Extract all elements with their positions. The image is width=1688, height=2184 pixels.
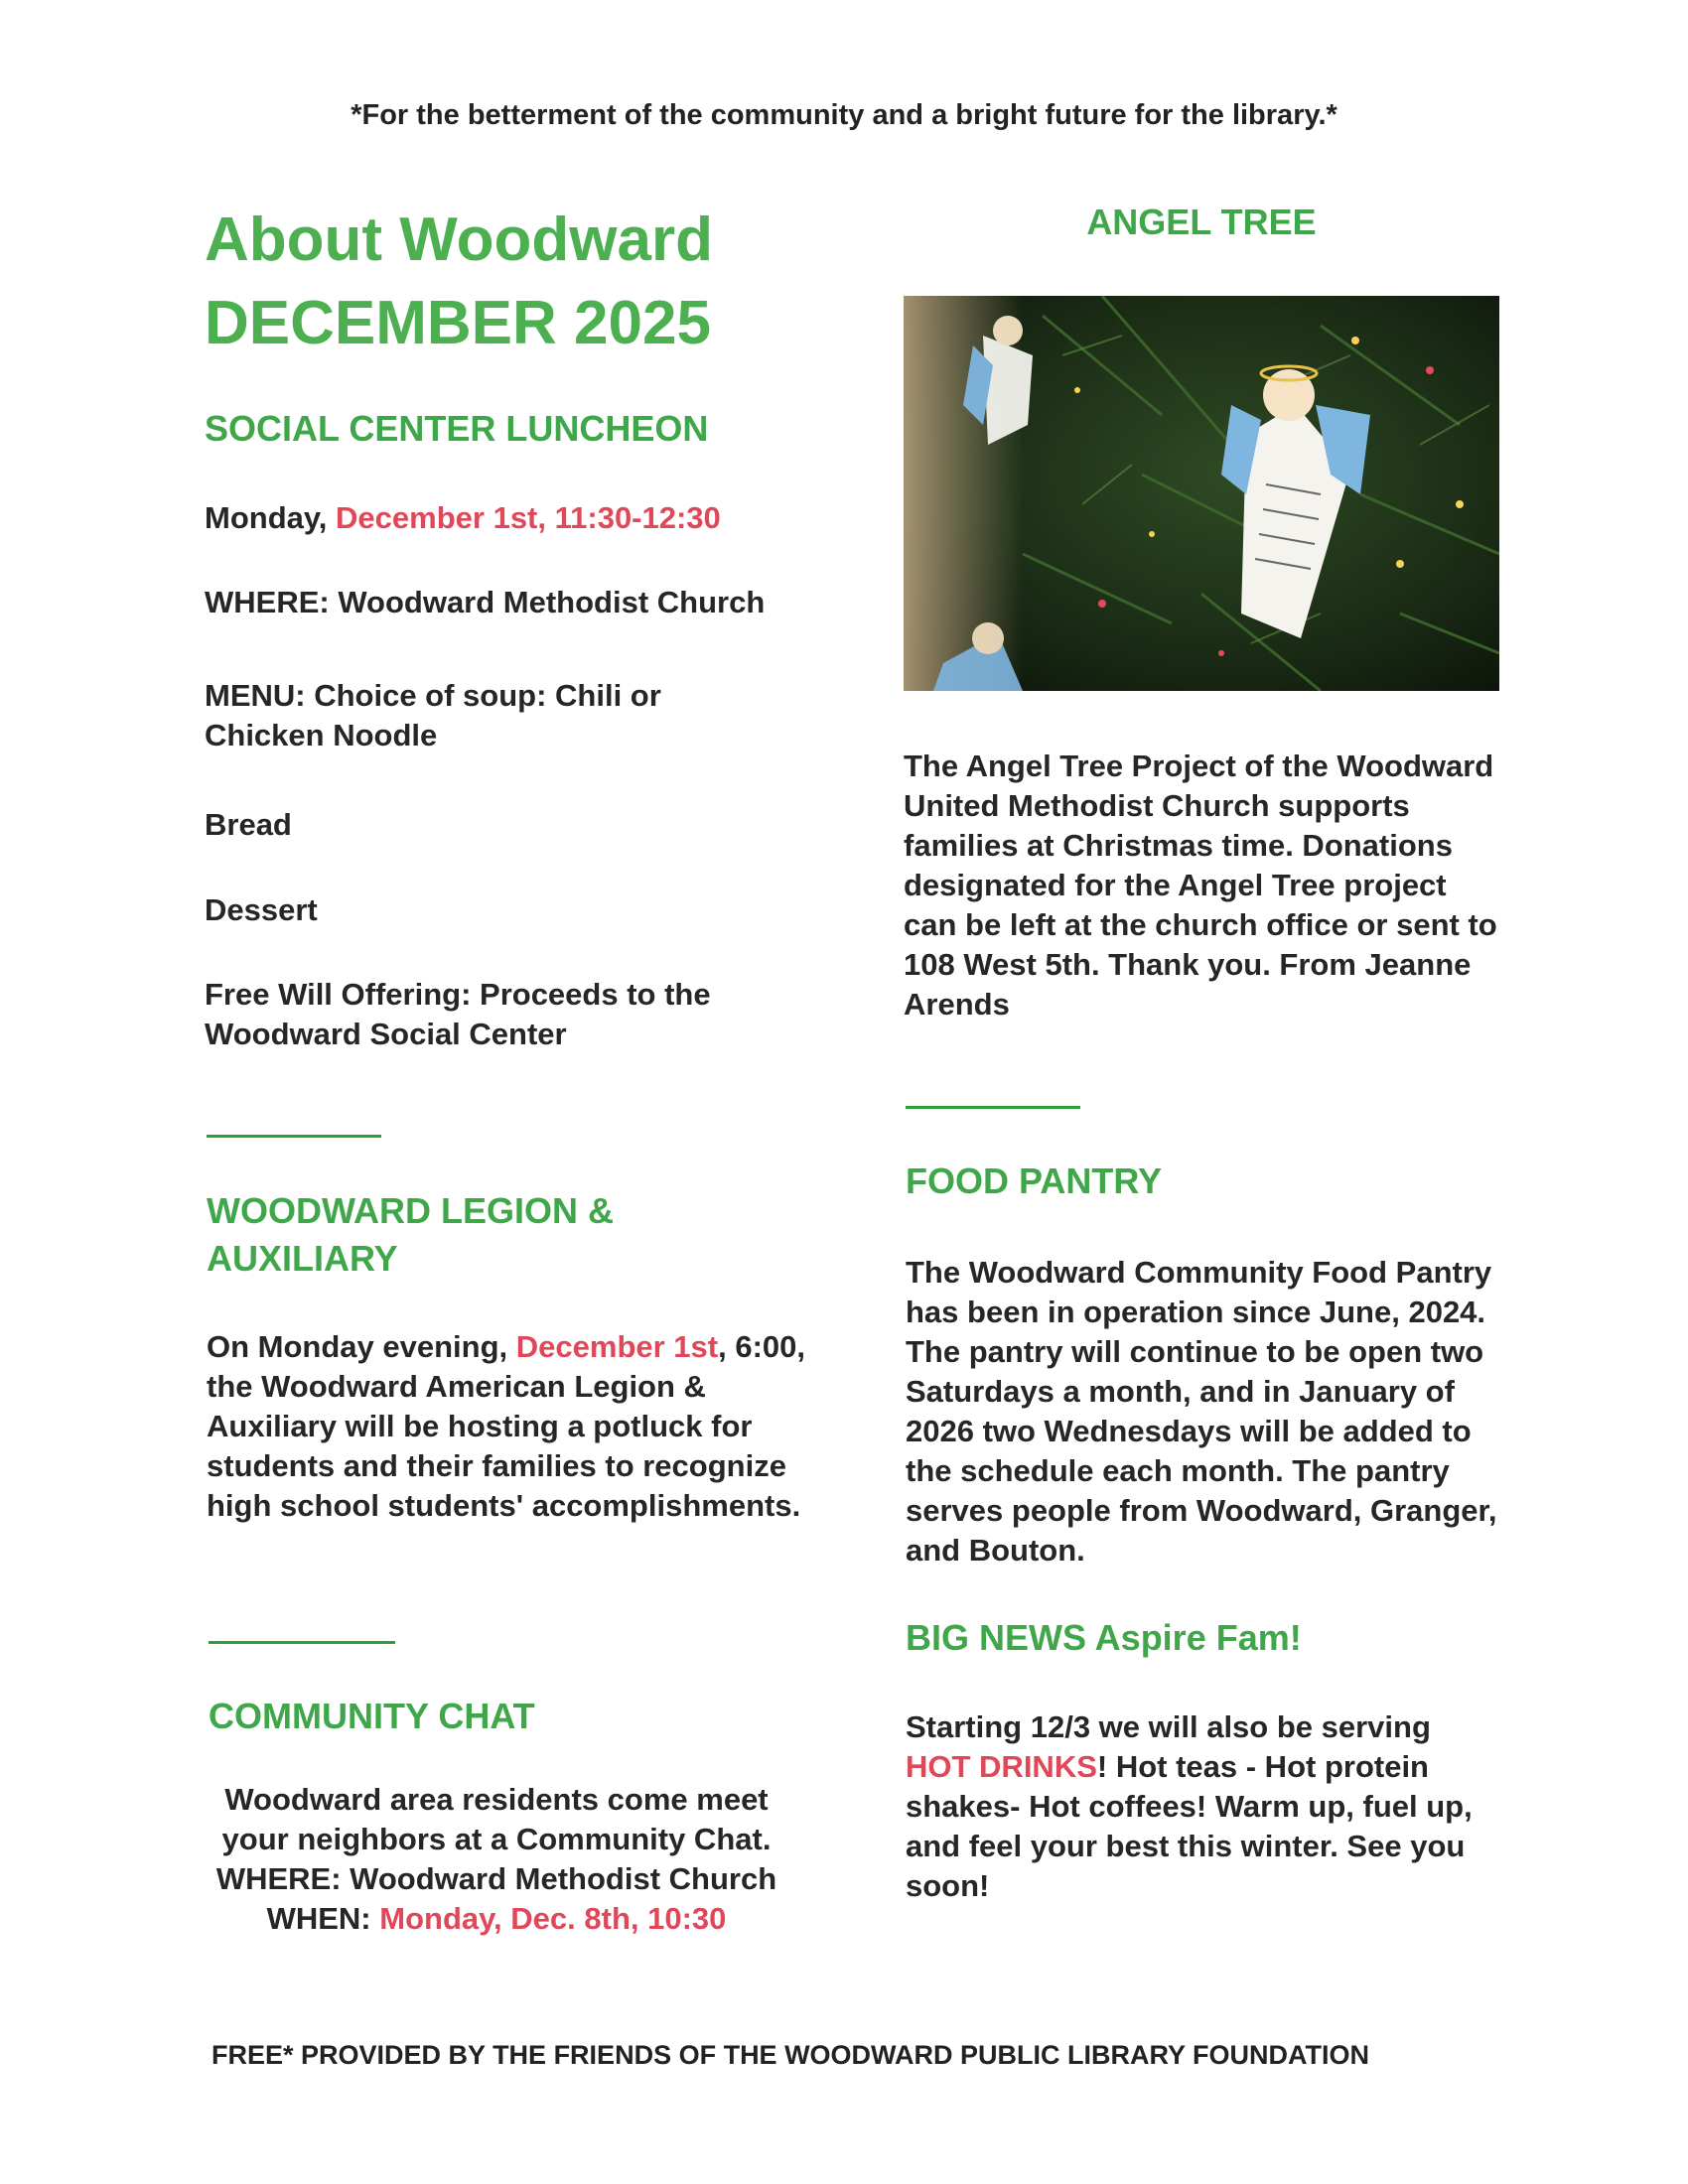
title-line-2: DECEMBER 2025 bbox=[205, 289, 711, 357]
luncheon-heading: SOCIAL CENTER LUNCHEON bbox=[205, 408, 709, 449]
pantry-body: The Woodward Community Food Pantry has been in operation since June, 2024. The pantry will continue to be open two Saturdays a month, and in January of 2026 two Wednesdays will be added to the schedule each month. The pantry serves people from Woodward, Granger, and Bouton. bbox=[906, 1255, 1497, 1568]
legion-heading-line-1: WOODWARD LEGION & bbox=[207, 1190, 614, 1231]
luncheon-when-prefix: Monday, bbox=[205, 500, 337, 535]
luncheon-where: WHERE: Woodward Methodist Church bbox=[205, 585, 766, 619]
luncheon-date: December 1st, 11:30-12:30 bbox=[336, 500, 721, 535]
angel-tree-photo bbox=[904, 296, 1499, 691]
chat-when-value: Monday, Dec. 8th, 10:30 bbox=[379, 1901, 727, 1936]
luncheon-menu: MENU: Choice of soup: Chili or Chicken Noodle bbox=[205, 678, 661, 752]
luncheon-offering: Free Will Offering: Proceeds to the Woodward Social Center bbox=[205, 977, 711, 1051]
chat-when bbox=[189, 1899, 804, 1939]
legion-body bbox=[207, 1327, 832, 1526]
legion-heading-line-2: AUXILIARY bbox=[207, 1238, 398, 1279]
luncheon-dessert: Dessert bbox=[205, 892, 318, 927]
luncheon-bread: Bread bbox=[205, 807, 292, 842]
angel-heading: ANGEL TREE bbox=[1086, 202, 1317, 242]
chat-heading: COMMUNITY CHAT bbox=[209, 1696, 535, 1736]
page-title bbox=[205, 199, 713, 365]
divider bbox=[906, 1106, 1080, 1109]
chat-when-label: WHEN: bbox=[266, 1901, 380, 1936]
aspire-body bbox=[906, 1707, 1501, 1906]
legion-date: December 1st bbox=[515, 1329, 719, 1364]
aspire-prefix: Starting 12/3 we will also be serving bbox=[906, 1709, 1431, 1744]
legion-rest: , 6:00, the Woodward American Legion & Auxiliary will be hosting a potluck for students and their families to recognize high school students' accomplishments. bbox=[207, 1329, 805, 1523]
divider bbox=[209, 1641, 395, 1644]
chat-line-3: WHERE: Woodward Methodist Church bbox=[215, 1861, 777, 1896]
luncheon-when bbox=[205, 498, 721, 538]
chat-line-2: your neighbors at a Community Chat. bbox=[221, 1822, 772, 1856]
chat-body bbox=[189, 1780, 804, 1939]
chat-line-1: Woodward area residents come meet bbox=[224, 1782, 769, 1817]
legion-heading bbox=[207, 1187, 614, 1283]
divider bbox=[207, 1135, 381, 1138]
angel-body: The Angel Tree Project of the Woodward United Methodist Church supports families at Christmas time. Donations designated for the Angel Tree project can be left at the church office or sent to 108 West 5th. Thank you. From Jeanne Arends bbox=[904, 749, 1497, 1022]
angel-tree-image bbox=[904, 296, 1499, 691]
aspire-hot-drinks: HOT DRINKS bbox=[906, 1749, 1097, 1784]
aspire-rest: ! Hot teas - Hot protein shakes- Hot coffees! Warm up, fuel up, and feel your best this winter. See you soon! bbox=[906, 1749, 1473, 1903]
tagline: *For the betterment of the community and a bright future for the library.* bbox=[351, 99, 1337, 131]
pantry-heading: FOOD PANTRY bbox=[906, 1160, 1162, 1201]
footer: FREE* PROVIDED BY THE FRIENDS OF THE WOODWARD PUBLIC LIBRARY FOUNDATION bbox=[211, 2040, 1370, 2070]
legion-prefix: On Monday evening, bbox=[207, 1329, 516, 1364]
title-line-1: About Woodward bbox=[205, 205, 713, 274]
aspire-heading: BIG NEWS Aspire Fam! bbox=[906, 1617, 1302, 1658]
